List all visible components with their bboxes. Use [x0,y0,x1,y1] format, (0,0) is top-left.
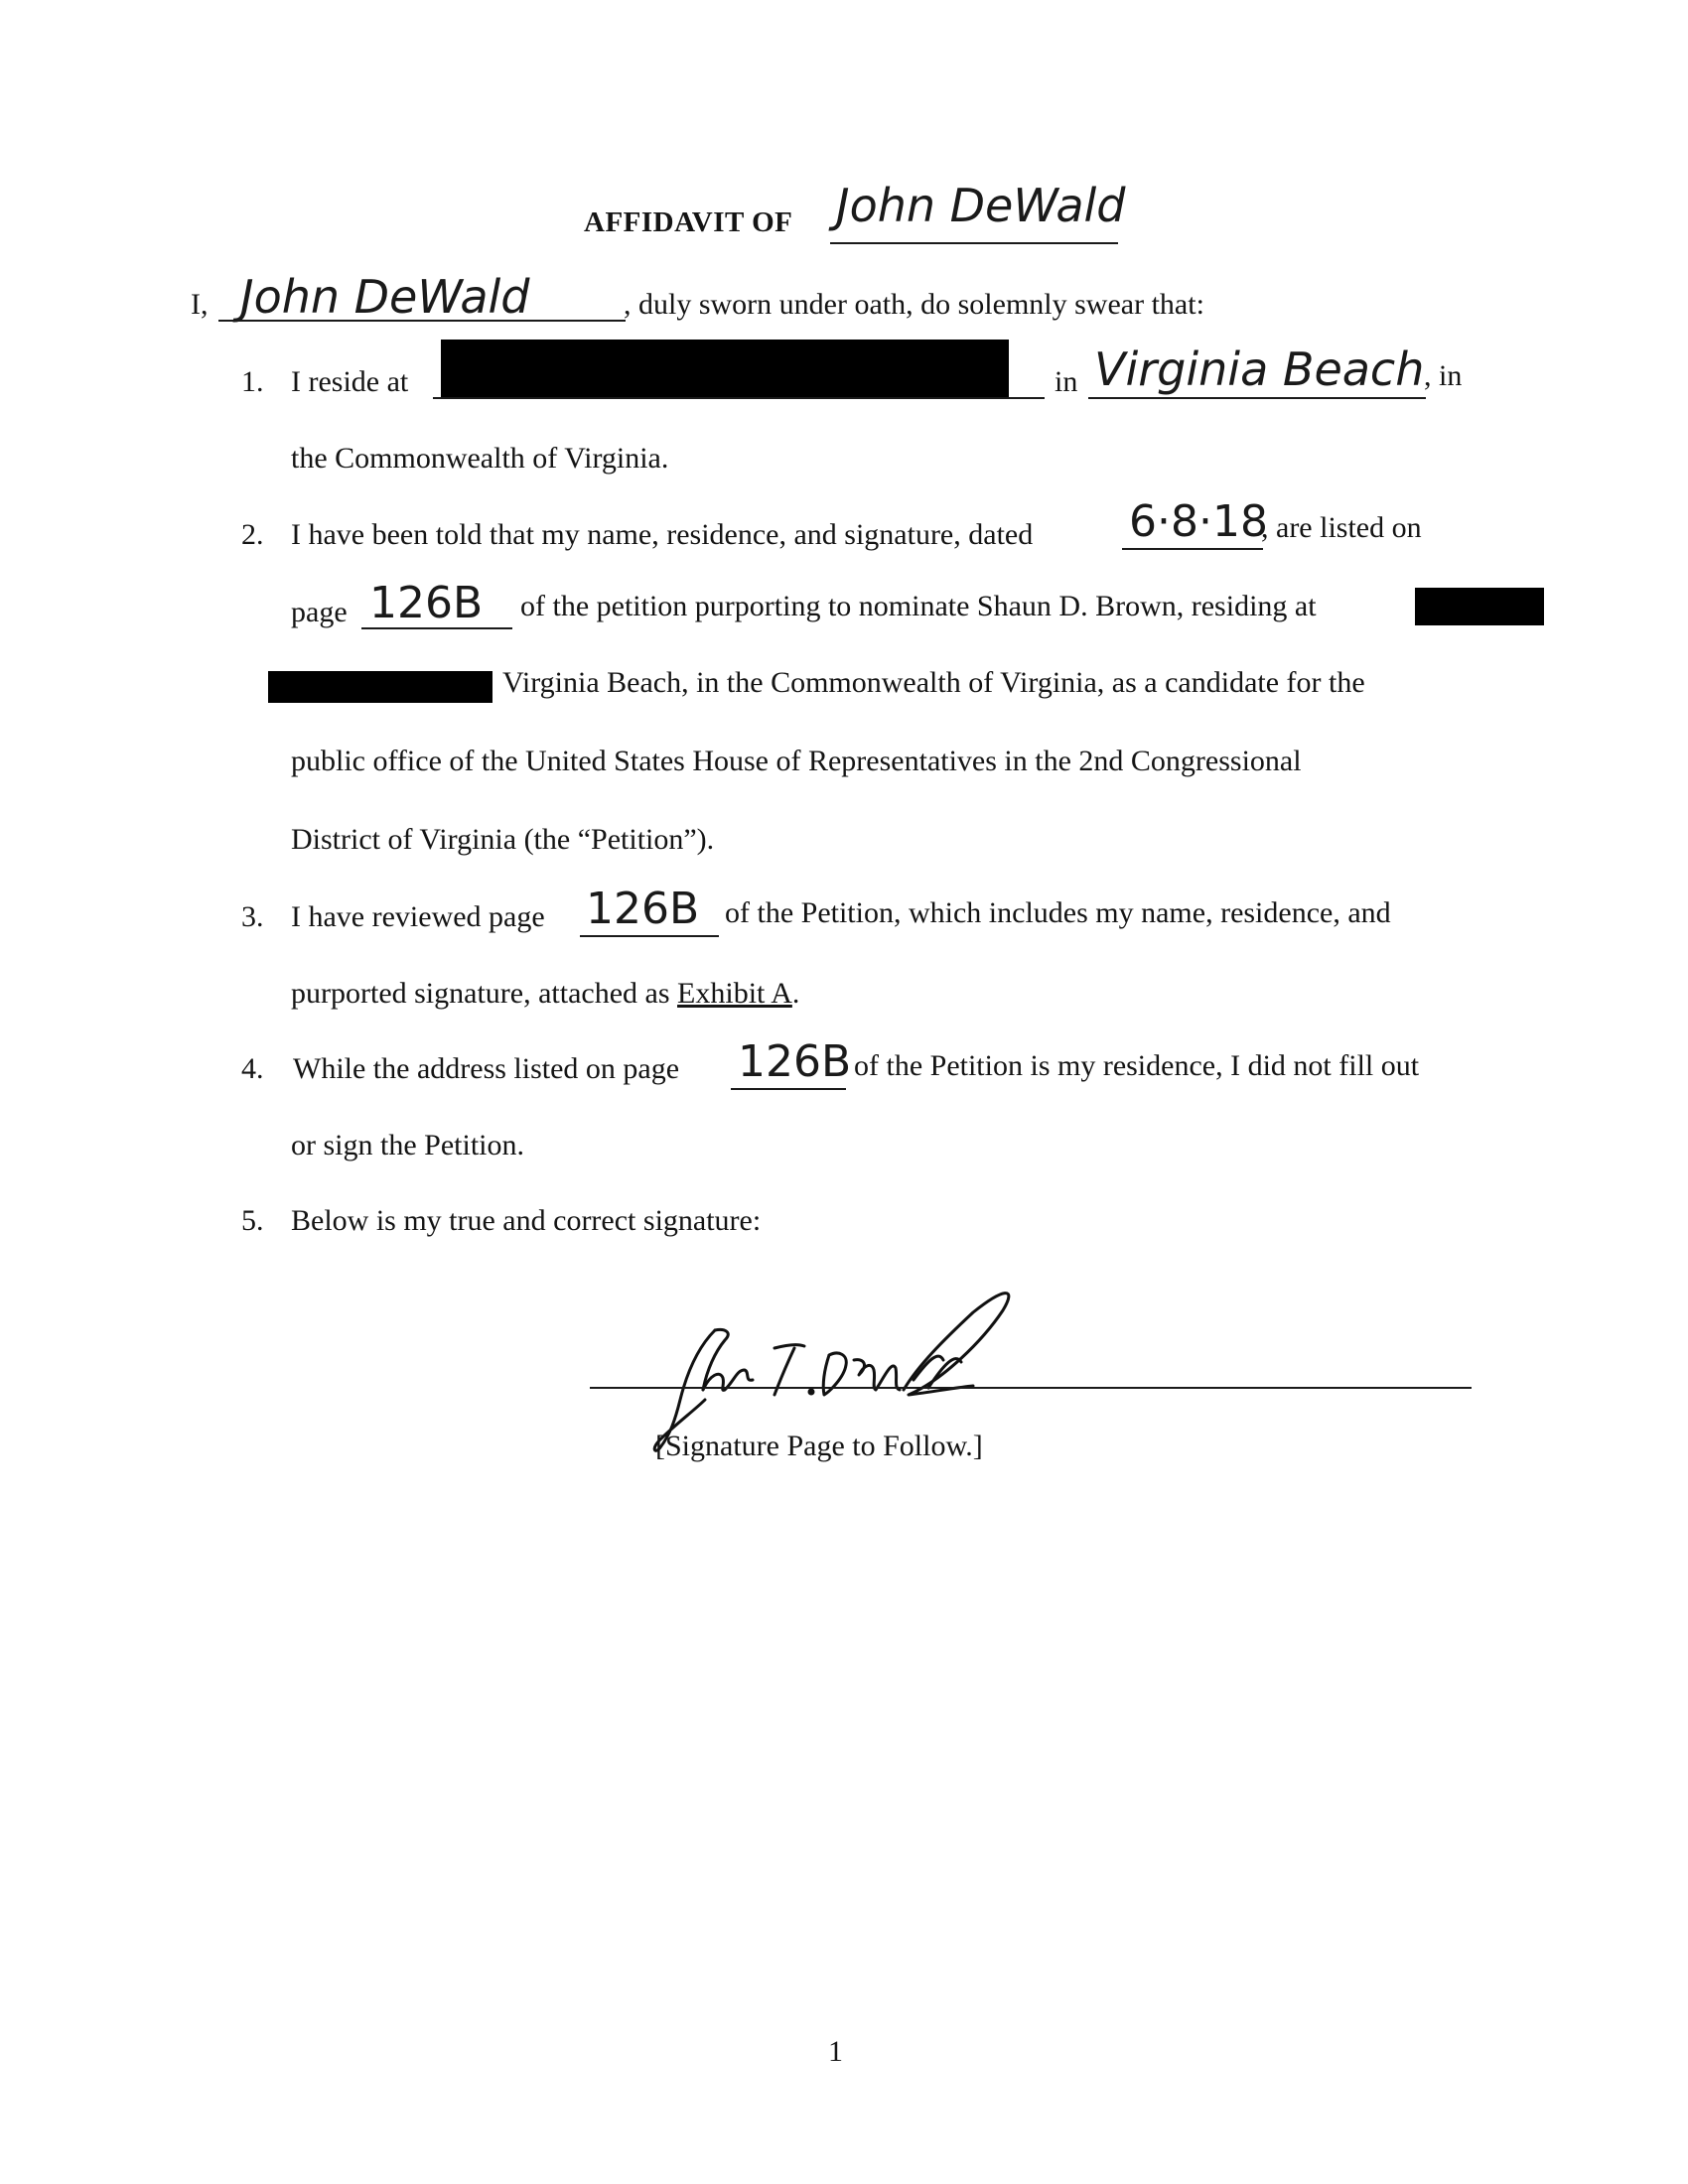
title-label: AFFIDAVIT OF [584,206,793,238]
item-2-page-underline [361,627,512,629]
intro-suffix: , duly sworn under oath, do solemnly swear that: [624,288,1204,321]
item-2-date-underline [1122,548,1263,550]
signature-caption: [Signature Page to Follow.] [655,1430,983,1462]
item-1-number: 1. [241,365,264,398]
item-4-number: 4. [241,1052,264,1085]
item-4-line2: or sign the Petition. [291,1129,524,1161]
item-2-line4: public office of the United States House of Representatives in the 2nd Congressional [291,745,1302,777]
item-5-number: 5. [241,1204,264,1237]
item-1-pre: I reside at [291,365,409,398]
item-2-candidate-address-redaction-2 [268,671,492,703]
title-underline [830,242,1118,244]
exhibit-a-link[interactable]: Exhibit A [677,977,792,1010]
item-3-post: of the Petition, which includes my name, residence, and [725,896,1391,929]
item-3-line2-pre: purported signature, attached as [291,977,670,1010]
item-2-pre: I have been told that my name, residence, and signature, dated [291,518,1034,551]
item-1-city-underline [1088,397,1426,399]
item-3-page-underline [580,935,719,937]
item-4-page-underline [731,1088,846,1090]
item-1-post: , in [1424,359,1463,392]
item-2-number: 2. [241,518,264,551]
item-1-handwritten-city: Virginia Beach [1094,342,1425,396]
item-4-post: of the Petition is my residence, I did not fill out [854,1049,1420,1082]
title-handwritten-name: John DeWald [836,179,1126,232]
item-2-handwritten-date: 6·8·18 [1129,496,1268,547]
item-1-address-redaction [441,340,1009,397]
intro-underline [218,320,626,322]
affidavit-title [584,206,792,239]
item-5-text: Below is my true and correct signature: [291,1204,762,1237]
item-2-candidate-address-redaction-1 [1415,588,1544,625]
page-number: 1 [828,2035,843,2068]
item-2-line2-pre: page [291,596,348,628]
item-3-line2-post: . [791,977,800,1010]
item-2-post: , are listed on [1261,511,1422,544]
item-2-line3: Virginia Beach, in the Commonwealth of Virginia, as a candidate for the [502,666,1365,699]
item-1-line2: the Commonwealth of Virginia. [291,442,669,475]
signature-line [590,1387,1472,1389]
item-2-line2-post: of the petition purporting to nominate Shaun D. Brown, residing at [520,590,1317,622]
item-3-handwritten-page: 126B [586,884,700,934]
item-4-pre: While the address listed on page [293,1052,680,1085]
item-2-handwritten-page: 126B [369,578,484,628]
item-3-line2 [291,977,799,1011]
item-2-line5: District of Virginia (the “Petition”). [291,823,715,856]
item-3-number: 3. [241,900,264,933]
item-1-address-underline [433,397,1045,399]
intro-prefix: I, [191,288,209,321]
intro-handwritten-name: John DeWald [240,270,530,324]
item-1-mid: in [1055,365,1078,398]
item-3-pre: I have reviewed page [291,900,545,933]
item-4-handwritten-page: 126B [738,1036,852,1087]
